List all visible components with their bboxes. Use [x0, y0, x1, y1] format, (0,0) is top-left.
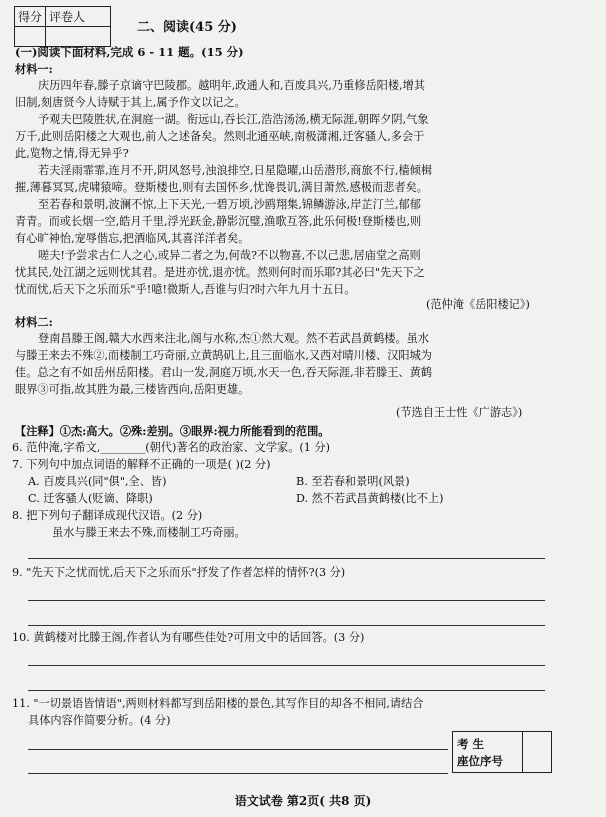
score-blank[interactable]	[15, 27, 46, 47]
material2-line: 与滕王来去不殊②,而楼制工巧奇丽,立黄鹄矶上,且三面临水,又西对晴川楼、汉阳城为	[15, 349, 432, 362]
part-heading: (一)阅读下面材料,完成 6 - 11 题。(15 分)	[15, 45, 244, 59]
answer-line-q11[interactable]	[28, 773, 448, 774]
answer-line-q10[interactable]	[28, 690, 545, 691]
seat-label-line1: 考 生	[457, 737, 485, 751]
q8-sentence: 虽水与滕王来去不殊,而楼制工巧奇丽。	[52, 526, 246, 539]
seat-box-divider	[522, 732, 523, 772]
score-table	[14, 6, 111, 47]
material2-label: 材料二:	[15, 315, 53, 329]
question-10: 10. 黄鹤楼对比滕王阁,作者认为有哪些佳处?可用文中的话回答。(3 分)	[12, 631, 365, 644]
question-11: 11. "一切景语皆情语",两则材料都写到岳阳楼的景色,其写作目的却各不相同,请结合	[12, 697, 424, 710]
material1-line: 摧,薄暮冥冥,虎啸猿啼。登斯楼也,则有去国怀乡,忧谗畏讥,满目萧然,感极而悲者矣。	[15, 181, 428, 194]
page-footer: 语文试卷 第2页( 共8 页)	[234, 794, 372, 808]
material1-line: 嗟夫!予尝求古仁人之心,或异二者之为,何哉?不以物喜,不以己悲,居庙堂之高则	[38, 249, 421, 262]
answer-line-q8[interactable]	[28, 558, 545, 559]
question-6: 6. 范仲淹,字希文,________(朝代)著名的政治家、文学家。(1 分)	[12, 441, 330, 454]
section-title: 二、阅读(45 分)	[137, 20, 237, 35]
material1-line: 予观夫巴陵胜状,在洞庭一湖。衔远山,吞长江,浩浩汤汤,横无际涯,朝晖夕阴,气象	[38, 113, 429, 126]
seat-number-box	[452, 731, 552, 773]
q7-option-b: B. 至若春和景明(风景)	[296, 475, 410, 488]
material1-line: 若夫淫雨霏霏,连月不开,阴风怒号,浊浪排空,日星隐曜,山岳潜形,商旅不行,樯倾楫	[38, 164, 433, 177]
material1-line: 旧制,刻唐贤今人诗赋于其上,属予作文以记之。	[15, 96, 246, 109]
material1-line: 万千,此则岳阳楼之大观也,前人之述备矣。然则北通巫峡,南极潇湘,迁客骚人,多会于	[15, 130, 425, 143]
answer-line-q10[interactable]	[28, 665, 545, 666]
material1-line: 此,览物之情,得无异乎?	[15, 147, 129, 160]
material2-line: 眼界③可指,故其胜为最,三楼皆西向,岳阳更雄。	[15, 383, 250, 396]
material1-source: (范仲淹《岳阳楼记》)	[426, 298, 530, 311]
answer-line-q9[interactable]	[28, 600, 545, 601]
grader-blank[interactable]	[46, 27, 111, 47]
question-9: 9. "先天下之忧而忧,后天下之乐而乐"抒发了作者怎样的情怀?(3 分)	[12, 566, 346, 579]
material1-label: 材料一:	[15, 62, 53, 76]
material2-source: (节选自王士性《广游志》)	[396, 406, 523, 419]
answer-line-q9[interactable]	[28, 625, 545, 626]
notes: 【注释】①杰:高大。②殊:差别。③眼界:视力所能看到的范围。	[15, 424, 330, 438]
material1-line: 庆历四年春,滕子京谪守巴陵郡。越明年,政通人和,百废具兴,乃重修岳阳楼,增其	[38, 79, 425, 92]
seat-label-line2: 座位序号	[457, 754, 503, 768]
q7-option-c: C. 迁客骚人(贬谪、降职)	[28, 492, 153, 505]
material1-line: 忧而忧,后天下之乐而乐"乎!噫!微斯人,吾谁与归?时六年九月十五日。	[15, 283, 356, 296]
question-8: 8. 把下列句子翻译成现代汉语。(2 分)	[12, 509, 203, 522]
question-11-cont: 具体内容作简要分析。(4 分)	[28, 714, 171, 727]
answer-line-q11[interactable]	[28, 749, 448, 750]
q7-option-a: A. 百废具兴(同"俱",全、皆)	[28, 475, 167, 488]
material1-line: 至若春和景明,波澜不惊,上下天光,一碧万顷,沙鸥翔集,锦鳞游泳,岸芷汀兰,郁郁	[38, 198, 421, 211]
score-cell: 得分	[15, 7, 46, 27]
q7-option-d: D. 然不若武昌黄鹤楼(比不上)	[296, 492, 444, 505]
question-7: 7. 下列句中加点词语的解释不正确的一项是( )(2 分)	[12, 458, 271, 471]
material1-line: 青青。而或长烟一空,皓月千里,浮光跃金,静影沉璧,渔歌互答,此乐何极!登斯楼也,则	[15, 215, 422, 228]
grader-cell: 评卷人	[46, 7, 111, 27]
material1-line: 忧其民,处江湖之远则忧其君。是进亦忧,退亦忧。然则何时而乐耶?其必曰"先天下之	[15, 266, 425, 279]
material2-line: 佳。总之有不如岳州岳阳楼。君山一发,洞庭万顷,水天一色,吞天际涯,非若滕王、黄鹤	[15, 366, 432, 379]
material1-line: 有心旷神怡,宠辱偕忘,把酒临风,其喜洋洋者矣。	[15, 232, 250, 245]
material2-line: 登南昌滕王阁,赣大水西来注北,阁与水称,杰①然大观。然不若武昌黄鹤楼。虽水	[38, 332, 430, 345]
